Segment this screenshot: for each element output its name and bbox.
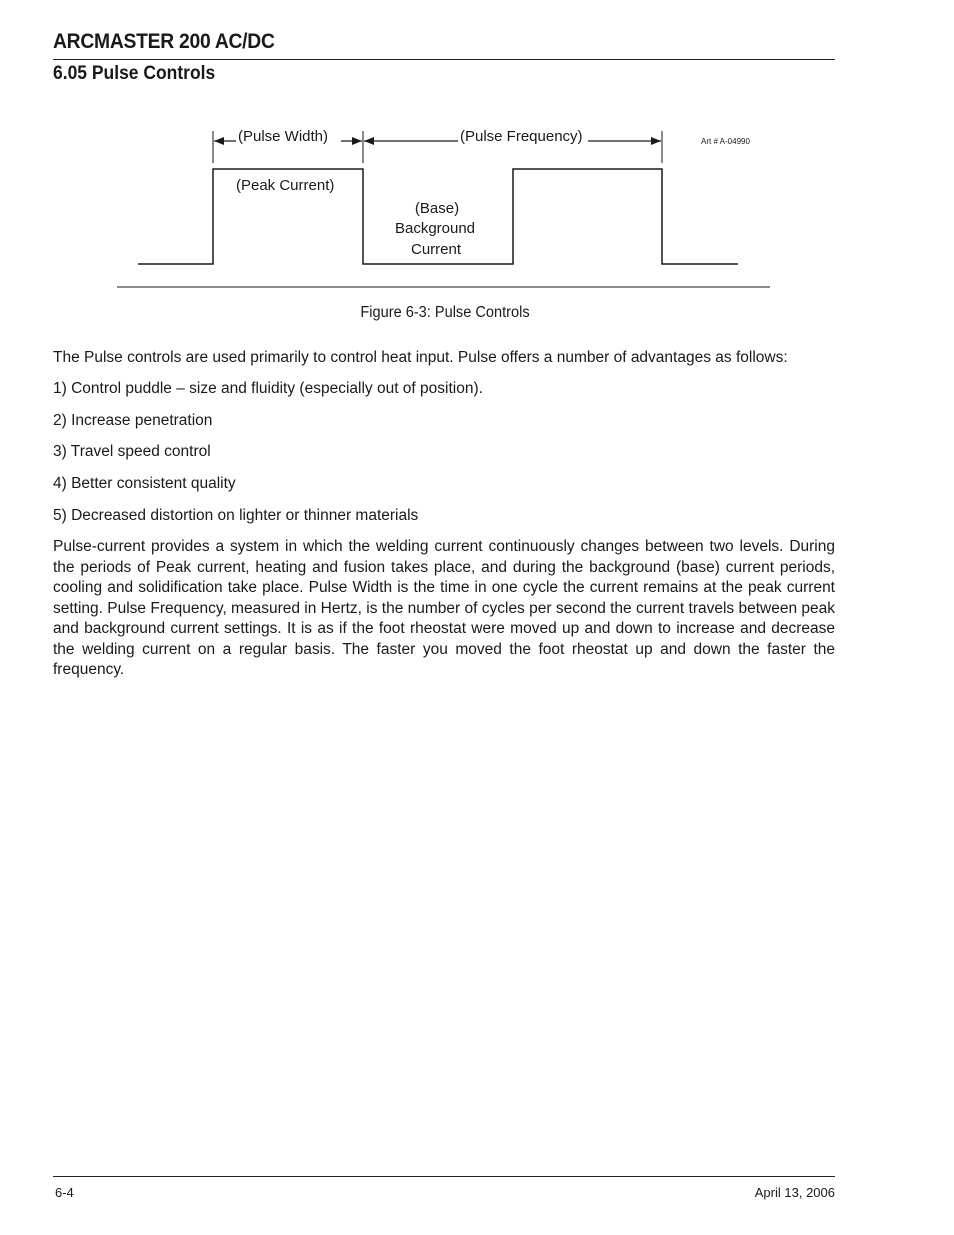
section-title: 6.05 Pulse Controls [53, 63, 216, 84]
freq-arrowhead-right [651, 137, 661, 145]
width-arrowhead-right [352, 137, 362, 145]
list-item: 3) Travel speed control [53, 443, 211, 461]
width-arrowhead-left [214, 137, 224, 145]
freq-arrowhead-left [364, 137, 374, 145]
intro-paragraph: The Pulse controls are used primarily to control heat input. Pulse offers a number of advantages as follows: [53, 349, 788, 366]
base-label-line1: (Base) [414, 200, 460, 217]
pulse-width-label: (Pulse Width) [238, 128, 329, 145]
footer-date: April 13, 2006 [754, 1185, 835, 1200]
body-paragraph: Pulse-current provides a system in which the welding current continuously changes between two levels. During the periods of Peak current, heating and fusion takes place, and during the background (base) current periods, cooling and solidification take place. Pulse Width is the time in one cycle the current remains at the peak current setting. Pulse Frequency, measured in Hertz, is the number of cycles per second the current travels between peak and background current settings. It is as if the foot rheostat were moved up and down to increase and decrease the welding current on a regular basis. The faster you moved the foot rheostat up and down the faster the frequency. [53, 538, 835, 678]
base-label-line3: Current [410, 241, 462, 258]
footer-rule [53, 1176, 835, 1177]
list-item: 2) Increase penetration [53, 411, 213, 429]
list-item: 4) Better consistent quality [53, 475, 236, 493]
pulse-diagram [0, 0, 954, 300]
document-title: ARCMASTER 200 AC/DC [53, 30, 275, 53]
peak-current-label: (Peak Current) [236, 177, 335, 194]
page-number: 6-4 [55, 1185, 74, 1200]
list-item: 1) Control puddle – size and fluidity (especially out of position). [53, 380, 483, 397]
pulse-frequency-label: (Pulse Frequency) [460, 128, 583, 145]
figure-caption: Figure 6-3: Pulse Controls [360, 304, 530, 321]
list-item: 5) Decreased distortion on lighter or thinner materials [53, 506, 419, 524]
advantages-list [53, 379, 483, 537]
art-number: Art # A-04990 [701, 137, 750, 146]
base-label-line2: Background [394, 220, 476, 237]
